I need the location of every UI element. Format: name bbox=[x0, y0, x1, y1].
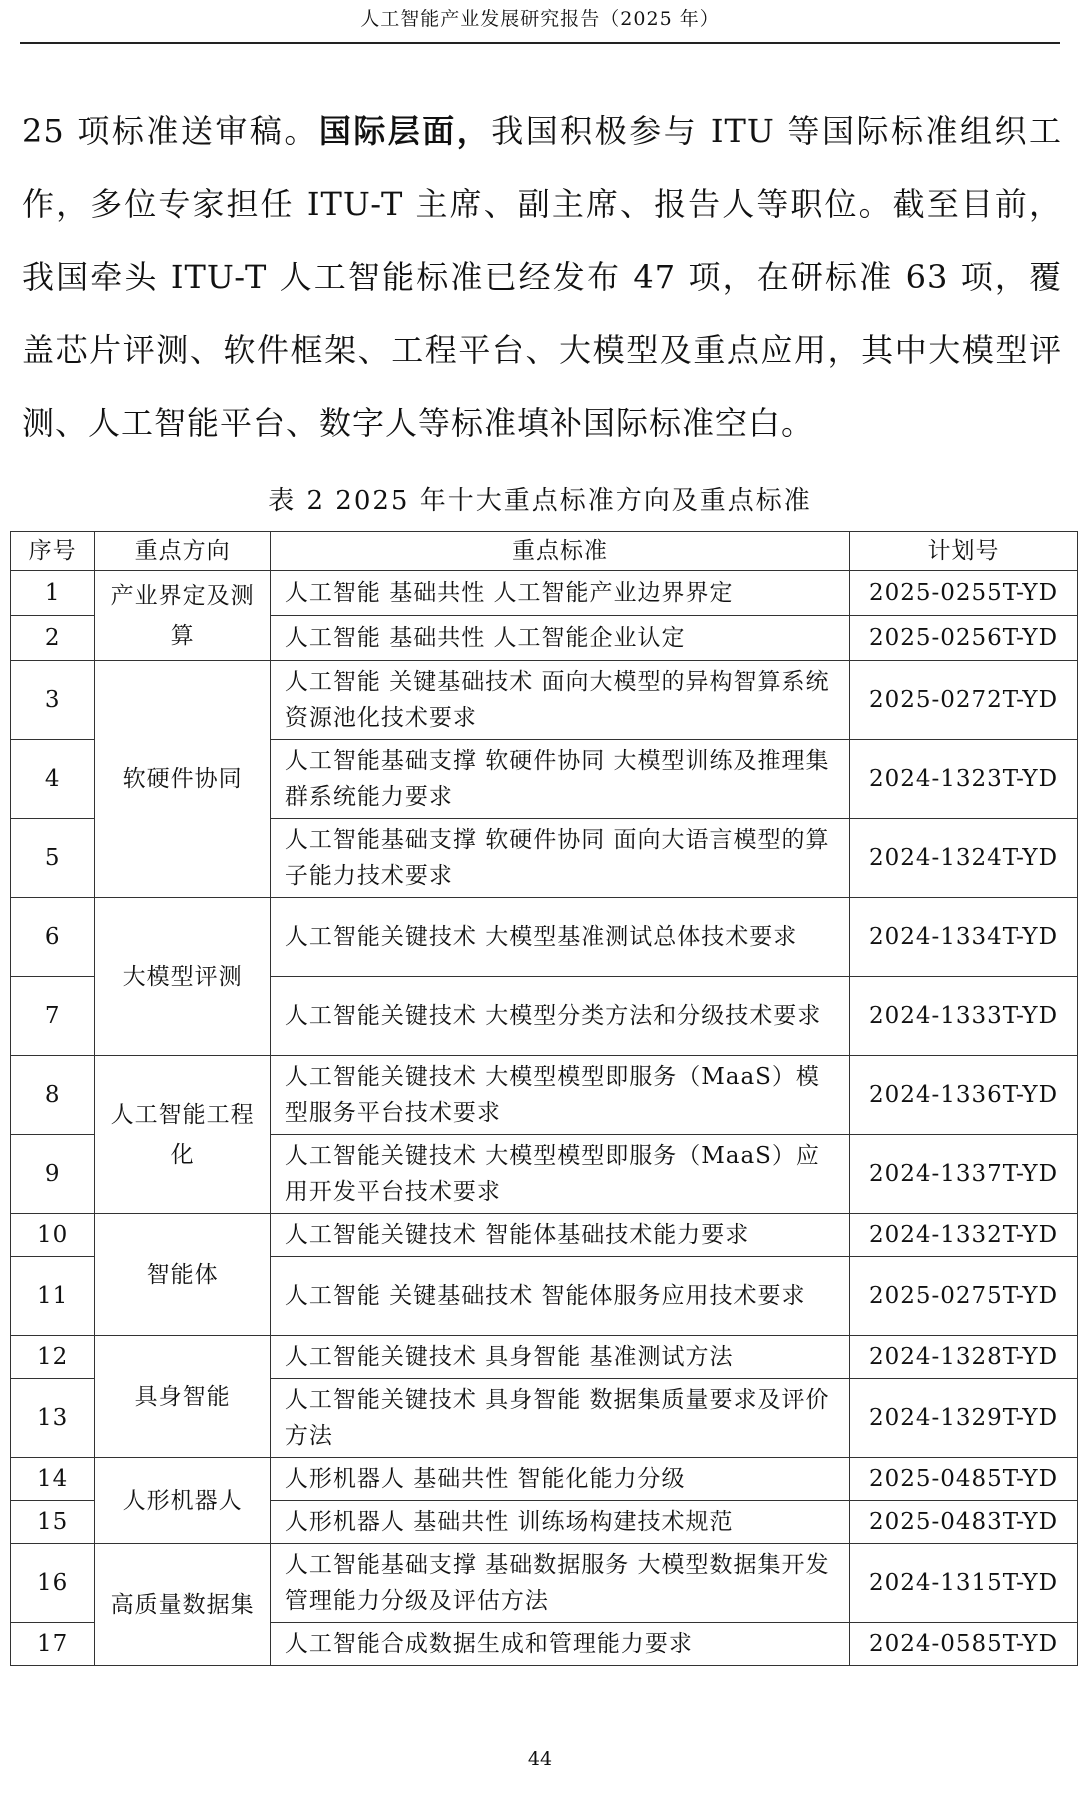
table-caption: 表 2 2025 年十大重点标准方向及重点标准 bbox=[268, 486, 812, 516]
row-number: 4 bbox=[11, 740, 95, 819]
row-number: 7 bbox=[11, 977, 95, 1056]
header-direction: 重点方向 bbox=[95, 532, 271, 571]
plan-number-cell: 2024-1334T-YD bbox=[849, 898, 1077, 977]
plan-number-cell: 2025-0275T-YD bbox=[849, 1257, 1077, 1336]
row-number: 15 bbox=[11, 1501, 95, 1544]
plan-number-cell: 2024-1336T-YD bbox=[849, 1056, 1077, 1135]
plan-number-cell: 2024-1333T-YD bbox=[849, 977, 1077, 1056]
row-number: 13 bbox=[11, 1379, 95, 1458]
table-row bbox=[11, 1214, 1078, 1257]
direction-cell: 人形机器人 bbox=[95, 1458, 271, 1544]
table-header-row bbox=[11, 532, 1078, 571]
row-number: 1 bbox=[11, 571, 95, 616]
standard-cell: 人工智能关键技术 大模型分类方法和分级技术要求 bbox=[270, 977, 849, 1056]
table-row bbox=[11, 1458, 1078, 1501]
row-number: 2 bbox=[11, 616, 95, 661]
standard-cell: 人工智能关键技术 具身智能 数据集质量要求及评价方法 bbox=[270, 1379, 849, 1458]
direction-cell: 产业界定及测算 bbox=[95, 571, 271, 661]
standard-cell: 人工智能关键技术 具身智能 基准测试方法 bbox=[270, 1336, 849, 1379]
table-row bbox=[11, 661, 1078, 740]
row-number: 17 bbox=[11, 1623, 95, 1666]
row-number: 6 bbox=[11, 898, 95, 977]
plan-number-cell: 2025-0485T-YD bbox=[849, 1458, 1077, 1501]
row-number: 8 bbox=[11, 1056, 95, 1135]
plan-number-cell: 2024-1329T-YD bbox=[849, 1379, 1077, 1458]
plan-number-cell: 2024-1328T-YD bbox=[849, 1336, 1077, 1379]
row-number: 16 bbox=[11, 1544, 95, 1623]
header-plan-number: 计划号 bbox=[849, 532, 1077, 571]
plan-number-cell: 2025-0256T-YD bbox=[849, 616, 1077, 661]
page-header: 人工智能产业发展研究报告（2025 年） bbox=[20, 6, 1060, 44]
standards-table bbox=[10, 531, 1078, 1666]
standard-cell: 人工智能 关键基础技术 面向大模型的异构智算系统资源池化技术要求 bbox=[270, 661, 849, 740]
plan-number-cell: 2024-1332T-YD bbox=[849, 1214, 1077, 1257]
paragraph-bold-heading: 国际层面， bbox=[318, 112, 492, 150]
table-row bbox=[11, 571, 1078, 616]
row-number: 5 bbox=[11, 819, 95, 898]
plan-number-cell: 2025-0483T-YD bbox=[849, 1501, 1077, 1544]
row-number: 3 bbox=[11, 661, 95, 740]
standard-cell: 人工智能 关键基础技术 智能体服务应用技术要求 bbox=[270, 1257, 849, 1336]
paragraph-lead: 25 项标准送审稿。 bbox=[22, 112, 319, 150]
standard-cell: 人工智能 基础共性 人工智能产业边界界定 bbox=[270, 571, 849, 616]
plan-number-cell: 2024-1337T-YD bbox=[849, 1135, 1077, 1214]
page-number: 44 bbox=[527, 1748, 553, 1770]
direction-cell: 大模型评测 bbox=[95, 898, 271, 1056]
direction-cell: 人工智能工程化 bbox=[95, 1056, 271, 1214]
direction-cell: 软硬件协同 bbox=[95, 661, 271, 898]
table-row bbox=[11, 898, 1078, 977]
standard-cell: 人工智能合成数据生成和管理能力要求 bbox=[270, 1623, 849, 1666]
plan-number-cell: 2024-1323T-YD bbox=[849, 740, 1077, 819]
table-row bbox=[11, 1056, 1078, 1135]
plan-number-cell: 2024-0585T-YD bbox=[849, 1623, 1077, 1666]
paragraph-text: 我国积极参与 ITU 等国际标准组织工作，多位专家担任 ITU-T 主席、副主席、报告人等职位。截至目前，我国牵头 ITU-T 人工智能标准已经发布 47 项，在研标准 63 项，覆盖芯片评测、软件框架、工程平台、大模型及重点应用，其中大模型评测、人工智能平台、数字人等标准填补国际标准空白。 bbox=[22, 112, 1062, 442]
row-number: 10 bbox=[11, 1214, 95, 1257]
body-paragraph bbox=[22, 95, 1062, 460]
standard-cell: 人工智能关键技术 大模型基准测试总体技术要求 bbox=[270, 898, 849, 977]
plan-number-cell: 2025-0272T-YD bbox=[849, 661, 1077, 740]
standard-cell: 人工智能 基础共性 人工智能企业认定 bbox=[270, 616, 849, 661]
table-row bbox=[11, 1544, 1078, 1623]
standard-cell: 人工智能关键技术 大模型模型即服务（MaaS）模型服务平台技术要求 bbox=[270, 1056, 849, 1135]
direction-cell: 高质量数据集 bbox=[95, 1544, 271, 1666]
plan-number-cell: 2025-0255T-YD bbox=[849, 571, 1077, 616]
row-number: 9 bbox=[11, 1135, 95, 1214]
standard-cell: 人工智能关键技术 智能体基础技术能力要求 bbox=[270, 1214, 849, 1257]
plan-number-cell: 2024-1324T-YD bbox=[849, 819, 1077, 898]
standard-cell: 人形机器人 基础共性 训练场构建技术规范 bbox=[270, 1501, 849, 1544]
direction-cell: 具身智能 bbox=[95, 1336, 271, 1458]
standard-cell: 人工智能基础支撑 软硬件协同 大模型训练及推理集群系统能力要求 bbox=[270, 740, 849, 819]
standard-cell: 人工智能基础支撑 基础数据服务 大模型数据集开发管理能力分级及评估方法 bbox=[270, 1544, 849, 1623]
standard-cell: 人形机器人 基础共性 智能化能力分级 bbox=[270, 1458, 849, 1501]
row-number: 12 bbox=[11, 1336, 95, 1379]
standard-cell: 人工智能关键技术 大模型模型即服务（MaaS）应用开发平台技术要求 bbox=[270, 1135, 849, 1214]
direction-cell: 智能体 bbox=[95, 1214, 271, 1336]
plan-number-cell: 2024-1315T-YD bbox=[849, 1544, 1077, 1623]
table-row bbox=[11, 1336, 1078, 1379]
standard-cell: 人工智能基础支撑 软硬件协同 面向大语言模型的算子能力技术要求 bbox=[270, 819, 849, 898]
row-number: 11 bbox=[11, 1257, 95, 1336]
header-number: 序号 bbox=[11, 532, 95, 571]
row-number: 14 bbox=[11, 1458, 95, 1501]
header-standard: 重点标准 bbox=[270, 532, 849, 571]
